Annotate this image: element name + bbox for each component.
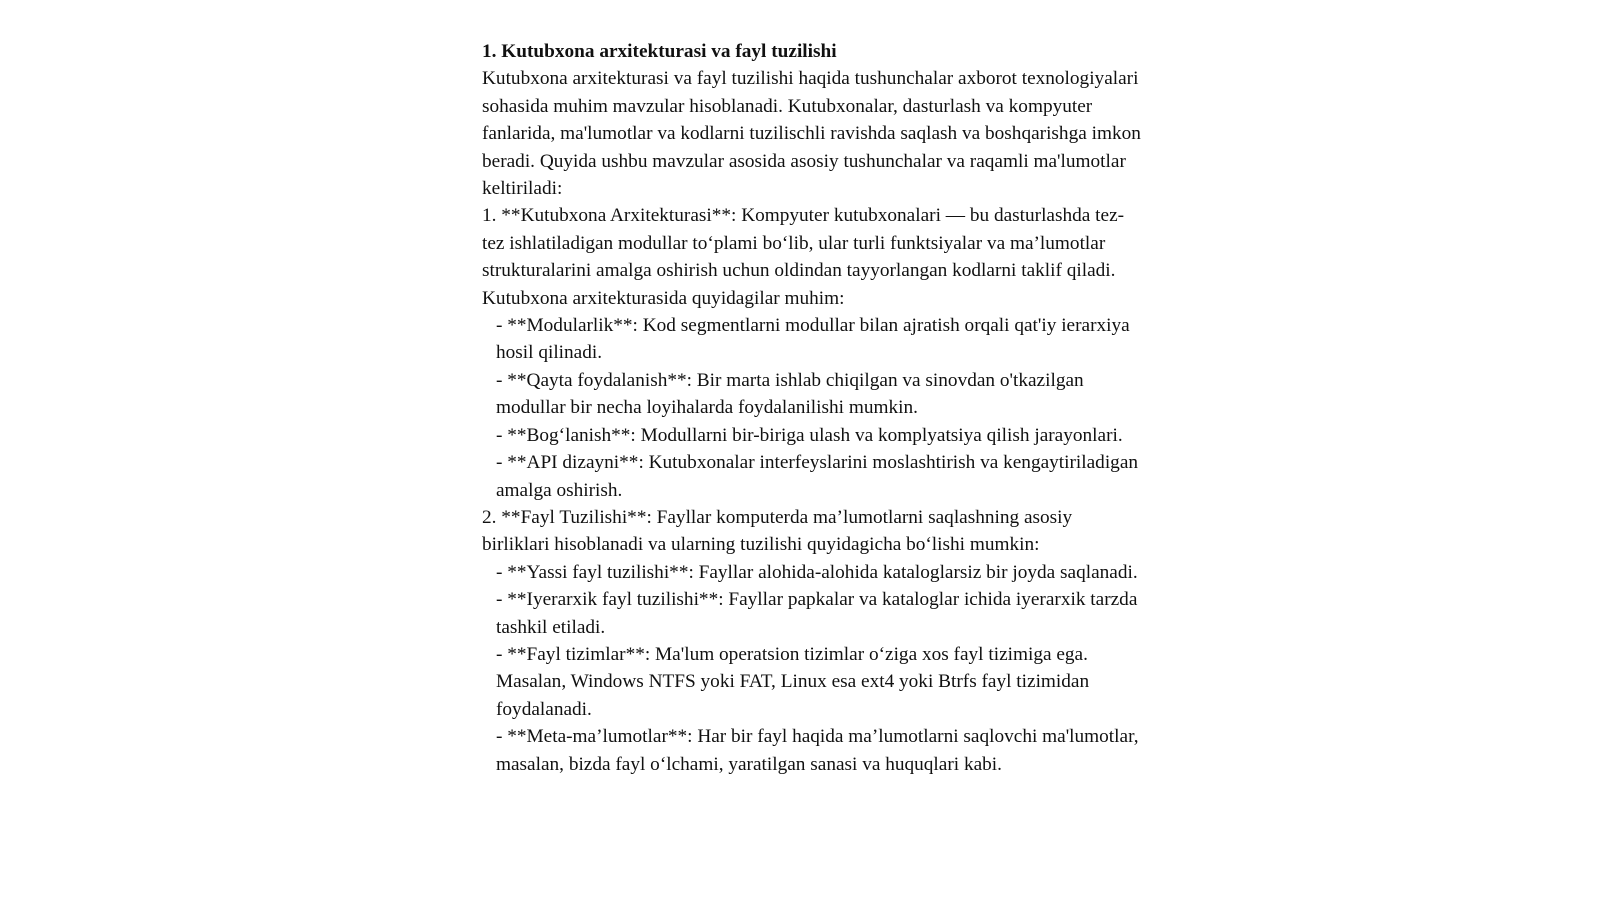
list-item-yassi-fayl: - **Yassi fayl tuzilishi**: Fayllar alohida-alohida kataloglarsiz bir joyda saqlanadi. xyxy=(496,561,1138,583)
list-item-boglanish: - **Bog‘lanish**: Modullarni bir-biriga ulash va komplyatsiya qilish jarayonlari. xyxy=(496,424,1123,446)
section2-paragraph: 2. **Fayl Tuzilishi**: Fayllar komputerda ma’lumotlarni saqlashning asosiy birliklari hisoblanadi va ularning tuzilishi quyidagicha bo‘lishi mumkin: xyxy=(482,506,1073,556)
list-item-iyerarxik-fayl: - **Iyerarxik fayl tuzilishi**: Fayllar papkalar va kataloglar ichida iyerarxik tarzda tashkil etiladi. xyxy=(496,589,1138,638)
section-heading: 1. Kutubxona arxitekturasi va fayl tuzilishi xyxy=(482,41,837,62)
list-item-fayl-tizimlar: - **Fayl tizimlar**: Ma'lum operatsion tizimlar o‘ziga xos fayl tizimiga ega. Masalan, Windows NTFS yoki FAT, Linux esa ext4 yoki Btrfs fayl tizimidan foydalanadi. xyxy=(496,643,1090,720)
list-item-meta-malumotlar: - **Meta-ma’lumotlar**: Har bir fayl haqida ma’lumotlarni saqlovchi ma'lumotlar, masalan, bizda fayl o‘lchami, yaratilgan sanasi va huquqlari kabi. xyxy=(496,726,1139,775)
list-item-api-dizayni: - **API dizayni**: Kutubxonalar interfeyslarini moslashtirish va kengaytiriladigan amalga oshirish. xyxy=(496,452,1139,501)
list-item-qayta-foydalanish: - **Qayta foydalanish**: Bir marta ishlab chiqilgan va sinovdan o'tkazilgan modullar bir necha loyihalarda foydalanilishi mumkin. xyxy=(496,369,1084,419)
intro-paragraph: Kutubxona arxitekturasi va fayl tuzilishi haqida tushunchalar axborot texnologiyalari sohasida muhim mavzular hisoblanadi. Kutubxonalar, dasturlash va kompyuter fanlarida, ma'lumotlar va kodlarni tuzilischli ravishda saqlash va boshqarishga imkon beradi. Quyida ushbu mavzular asosida asosiy tushunchalar va raqamli ma'lumotlar keltiriladi: xyxy=(482,68,1141,200)
section1-paragraph: 1. **Kutubxona Arxitekturasi**: Kompyuter kutubxonalari — bu dasturlashda tez-tez ishlatiladigan modullar to‘plami bo‘lib, ular turli funktsiyalar va ma’lumotlar strukturalarini amalga oshirish uchun oldindan tayyorlangan kodlarni taklif qiladi. Kutubxona arxitekturasida quyidagilar muhim: xyxy=(482,205,1125,309)
list-item-modularlik: - **Modularlik**: Kod segmentlarni modullar bilan ajratish orqali qat'iy ierarxiya hosil qilinadi. xyxy=(496,315,1130,364)
document-page xyxy=(482,38,1142,778)
